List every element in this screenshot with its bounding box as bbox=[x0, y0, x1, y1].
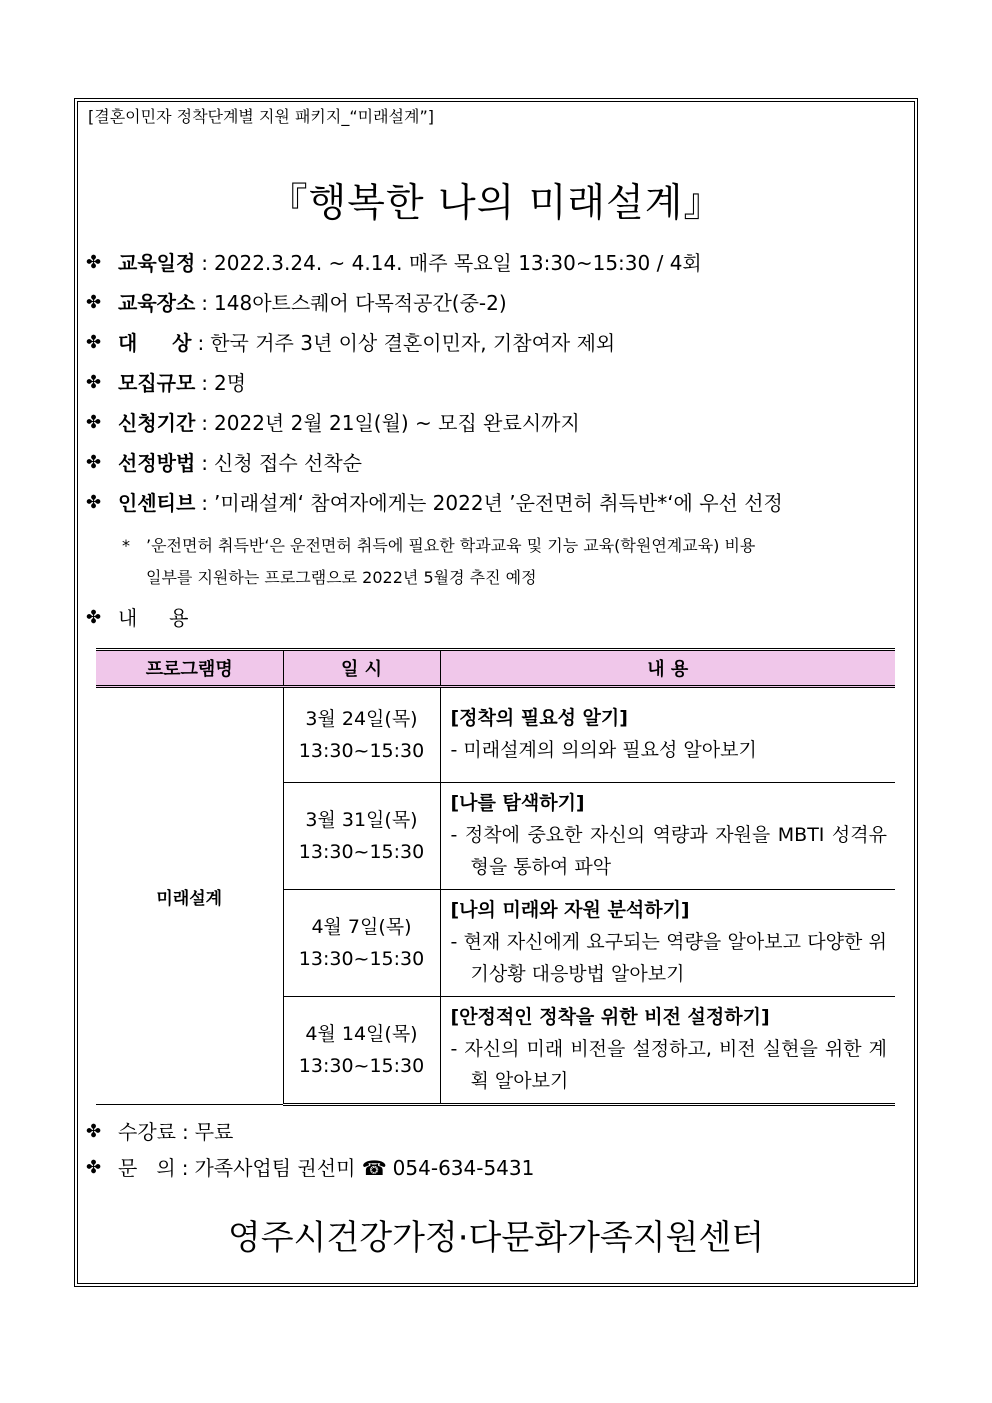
session-desc: - 미래설계의 의의와 필요성 알아보기 bbox=[450, 739, 757, 761]
phone-icon: ☎ bbox=[361, 1156, 387, 1180]
info-value: 148아트스퀘어 다목적공간(중-2) bbox=[214, 291, 507, 315]
clover-bullet-icon: ✤ bbox=[86, 607, 102, 628]
session-desc: - 현재 자신에게 요구되는 역량을 알아보고 다양한 위기상황 대응방법 알아보기 bbox=[450, 931, 887, 985]
session-content bbox=[440, 890, 895, 997]
session-time: 13:30~15:30 bbox=[298, 1055, 425, 1077]
session-date: 3월 24일(목) bbox=[305, 708, 418, 730]
page-title: 『행복한 나의 미래설계』 bbox=[268, 181, 724, 226]
info-label: 선정방법 bbox=[118, 451, 196, 475]
info-item-target: ✤ 대 상 : 한국 거주 3년 이상 결혼이민자, 기참여자 제외 bbox=[86, 323, 783, 363]
fee-value: 무료 bbox=[194, 1120, 234, 1144]
info-item-schedule: ✤ 교육일정 : 2022.3.24. ~ 4.14. 매주 목요일 13:30~15:30 / 4회 bbox=[86, 243, 783, 283]
clover-bullet-icon: ✤ bbox=[86, 372, 102, 393]
table-header-row bbox=[96, 650, 895, 687]
info-value: 2022.3.24. ~ 4.14. 매주 목요일 13:30~15:30 / 4회 bbox=[214, 251, 702, 275]
footnote bbox=[122, 530, 892, 594]
session-content bbox=[440, 783, 895, 890]
info-list bbox=[86, 243, 783, 523]
info-value: 2022년 2월 21일(월) ~ 모집 완료시까지 bbox=[214, 411, 580, 435]
info-value: 2명 bbox=[214, 371, 247, 395]
info-value: 한국 거주 3년 이상 결혼이민자, 기참여자 제외 bbox=[210, 331, 616, 355]
clover-bullet-icon: ✤ bbox=[86, 1157, 102, 1178]
info-label: 대 상 bbox=[118, 331, 192, 355]
session-desc: - 자신의 미래 비전을 설정하고, 비전 실현을 위한 계획 알아보기 bbox=[450, 1038, 887, 1092]
clover-bullet-icon: ✤ bbox=[86, 412, 102, 433]
info-item-place: ✤ 교육장소 : 148아트스퀘어 다목적공간(중-2) bbox=[86, 283, 783, 323]
footnote-mark: * bbox=[122, 536, 130, 555]
session-time: 13:30~15:30 bbox=[298, 740, 425, 762]
table-row bbox=[96, 687, 895, 783]
session-content bbox=[440, 997, 895, 1105]
info-label: 인센티브 bbox=[118, 491, 196, 515]
session-title: [나의 미래와 자원 분석하기] bbox=[450, 899, 690, 921]
info-label: 교육일정 bbox=[118, 251, 196, 275]
clover-bullet-icon: ✤ bbox=[86, 452, 102, 473]
session-title: [안정적인 정착을 위한 비전 설정하기] bbox=[450, 1006, 770, 1028]
clover-bullet-icon: ✤ bbox=[86, 332, 102, 353]
session-date: 4월 7일(목) bbox=[311, 916, 412, 938]
fee-label: 수강료 bbox=[118, 1120, 176, 1144]
session-desc: - 정착에 중요한 자신의 역량과 자원을 MBTI 성격유형을 통하여 파악 bbox=[450, 824, 887, 878]
inquiry-phone[interactable]: 054-634-5431 bbox=[392, 1156, 535, 1180]
program-name: 미래설계 bbox=[96, 687, 283, 1105]
session-title: [정착의 필요성 알기] bbox=[450, 707, 628, 729]
schedule-table bbox=[96, 648, 895, 1106]
clover-bullet-icon: ✤ bbox=[86, 252, 102, 273]
info-label: 신청기간 bbox=[118, 411, 196, 435]
session-date: 4월 14일(목) bbox=[305, 1023, 418, 1045]
session-content bbox=[440, 687, 895, 783]
info-value: 신청 접수 선착순 bbox=[214, 451, 362, 475]
footnote-line2: 일부를 지원하는 프로그램으로 2022년 5월경 추진 예정 bbox=[146, 568, 537, 587]
session-time: 13:30~15:30 bbox=[298, 948, 425, 970]
organization-name: 영주시건강가정·다문화가족지원센터 bbox=[227, 1218, 765, 1258]
inquiry-line: ✤ 문 의 : 가족사업팀 권선미 ☎ 054-634-5431 bbox=[86, 1150, 534, 1186]
header-datetime: 일 시 bbox=[283, 650, 440, 687]
header-content: 내 용 bbox=[440, 650, 895, 687]
footnote-line1: ’운전면허 취득반‘은 운전면허 취득에 필요한 학과교육 및 기능 교육(학원연계교육) 비용 bbox=[146, 536, 756, 555]
session-datetime bbox=[283, 890, 440, 997]
clover-bullet-icon: ✤ bbox=[86, 292, 102, 313]
info-item-incentive: ✤ 인센티브 : ’미래설계‘ 참여자에게는 2022년 ’운전면허 취득반*‘에 우선 선정 bbox=[86, 483, 783, 523]
session-datetime bbox=[283, 997, 440, 1105]
header-note: [결혼이민자 정착단계별 지원 패키지_“미래설계”] bbox=[88, 107, 434, 126]
fee-line: ✤ 수강료 : 무료 bbox=[86, 1114, 233, 1150]
session-title: [나를 탐색하기] bbox=[450, 792, 585, 814]
info-item-capacity: ✤ 모집규모 : 2명 bbox=[86, 363, 783, 403]
clover-bullet-icon: ✤ bbox=[86, 1121, 102, 1142]
clover-bullet-icon: ✤ bbox=[86, 492, 102, 513]
inquiry-contact: 가족사업팀 권선미 bbox=[194, 1156, 356, 1180]
info-label: 모집규모 bbox=[118, 371, 196, 395]
info-item-selection: ✤ 선정방법 : 신청 접수 선착순 bbox=[86, 443, 783, 483]
content-heading-label: 내 용 bbox=[118, 606, 189, 630]
info-value: ’미래설계‘ 참여자에게는 2022년 ’운전면허 취득반*‘에 우선 선정 bbox=[214, 491, 783, 515]
info-label: 교육장소 bbox=[118, 291, 196, 315]
session-datetime bbox=[283, 783, 440, 890]
header-program: 프로그램명 bbox=[96, 650, 283, 687]
content-heading bbox=[86, 600, 188, 636]
inquiry-label: 문 의 bbox=[118, 1156, 176, 1180]
session-time: 13:30~15:30 bbox=[298, 841, 425, 863]
info-item-period: ✤ 신청기간 : 2022년 2월 21일(월) ~ 모집 완료시까지 bbox=[86, 403, 783, 443]
session-datetime bbox=[283, 687, 440, 783]
session-date: 3월 31일(목) bbox=[305, 809, 418, 831]
